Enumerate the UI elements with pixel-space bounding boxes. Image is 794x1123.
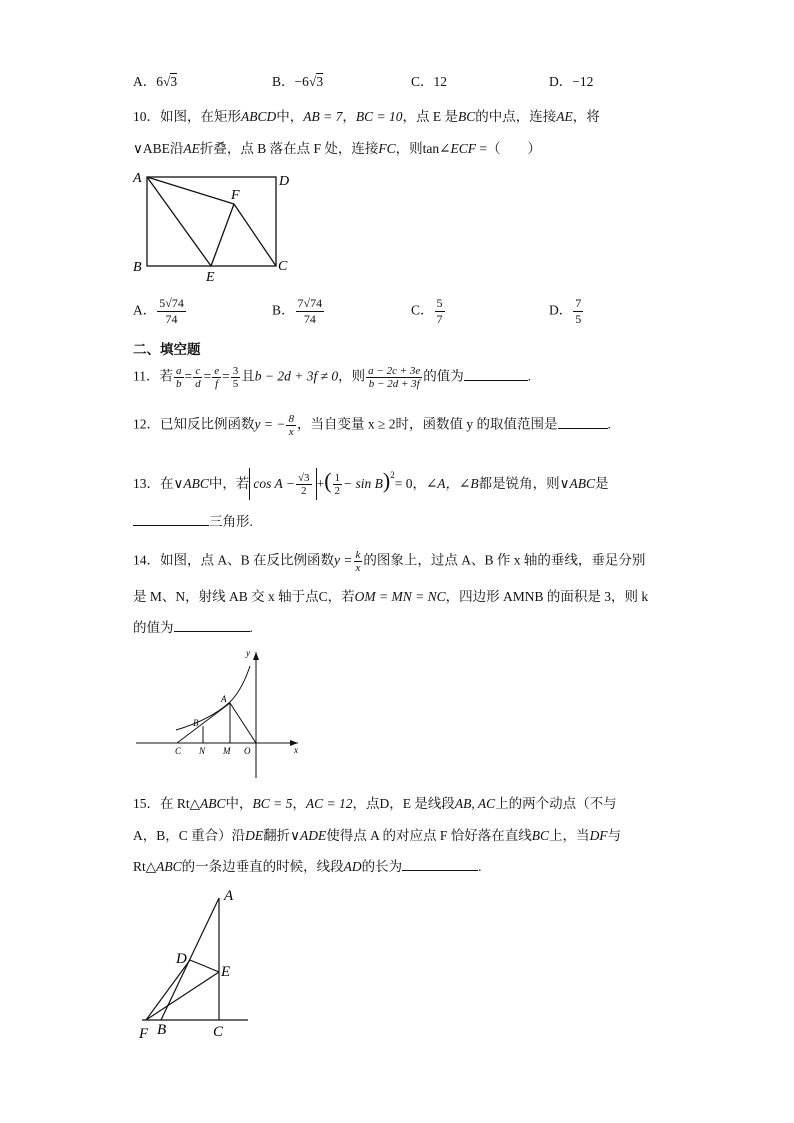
text: 使得点 A 的对应点 F 恰好落在直线: [326, 828, 532, 843]
segment: AD: [343, 859, 362, 874]
denominator: f: [215, 378, 219, 390]
q10-option-c: [411, 296, 446, 327]
option-text: −12: [572, 74, 594, 89]
angles: ∠A，∠B: [425, 476, 479, 491]
text: ，: [292, 796, 306, 811]
numerator: a: [176, 365, 182, 377]
sqrt-icon: √: [308, 74, 317, 89]
text: 13．在∨: [133, 476, 184, 491]
text: =（ ）: [475, 141, 541, 156]
option-letter: C．: [411, 74, 434, 89]
text: ，将: [572, 109, 600, 124]
denominator: 5: [575, 312, 582, 326]
denominator: 5: [232, 378, 239, 390]
segment-ef: [211, 204, 234, 266]
condition: b − 2d + 3f ≠ 0: [254, 368, 339, 384]
q11: [133, 365, 531, 390]
bc-length: BC = 5: [252, 796, 293, 811]
text: 折叠，点 B 落在点 F 处，连接: [199, 141, 379, 156]
text: .: [478, 859, 482, 874]
segment: FC: [378, 141, 396, 156]
denominator: 74: [303, 312, 316, 326]
segment-ae: [147, 177, 211, 266]
q13-line-1: 13．在∨ABC中，若 cos A − $\frac{√3}{2}$ +( $\frac{1}{2}$ − sin B)$^2$= 0，∠A，∠B都是锐角，则∨ABC是: [133, 466, 608, 500]
label-b: B: [193, 718, 199, 728]
segment: DE: [245, 828, 264, 843]
q9-option-b: [272, 73, 323, 91]
label-b: B: [157, 1022, 167, 1038]
denominator: x: [355, 562, 361, 574]
text: 是: [594, 476, 609, 491]
text: 三角形.: [209, 514, 253, 529]
numerator: k: [355, 549, 361, 561]
label-b: B: [133, 260, 142, 275]
answer-blank[interactable]: [133, 513, 209, 526]
text: 是 M、N，射线 AB 交 x 轴于点C，若: [133, 589, 355, 604]
q14-line-1: [133, 549, 645, 574]
ab-length: AB = 7: [303, 109, 343, 124]
option-letter: A．: [133, 302, 157, 318]
segment-de: [190, 960, 219, 972]
segment-ab: [161, 898, 219, 1020]
text: 10．如图，在矩形: [133, 109, 241, 124]
text: 的一条边垂直的时候，线段: [181, 859, 344, 874]
label-a: A: [133, 171, 142, 186]
option-letter: B．: [272, 302, 295, 318]
text: 中，: [225, 796, 253, 811]
text: 的中点，连接: [475, 109, 557, 124]
equals: =: [184, 368, 193, 384]
option-letter: C．: [411, 302, 434, 318]
numerator: 8: [288, 413, 294, 425]
segments: AB, AC: [454, 796, 496, 811]
numerator: 3: [232, 365, 239, 377]
plus: +: [316, 476, 325, 491]
text: 中，: [276, 109, 304, 124]
segment: BC: [531, 828, 550, 843]
denominator: b − 2d + 3f: [368, 378, 420, 390]
coefficient: 6: [156, 74, 163, 89]
q10-option-d: [549, 296, 584, 327]
segment: AE: [183, 141, 200, 156]
hyperbola-curve: [176, 666, 250, 730]
text: 翻折∨: [263, 828, 301, 843]
q15-line-3: [133, 858, 482, 876]
function-lhs: y =: [334, 552, 353, 568]
text: 12．已知反比例函数: [133, 416, 255, 432]
text: ，则tan: [395, 141, 440, 156]
text: ，四边形 AMNB 的面积是 3，则 k: [445, 589, 649, 604]
text: ，当自变量 x ≥ 2时，函数值 y 的取值范围是: [296, 416, 558, 432]
label-c: C: [213, 1024, 224, 1040]
q15-figure: [136, 886, 256, 1044]
q12: [133, 413, 611, 438]
text: ∨ABE沿: [133, 141, 184, 156]
rectangle-abcd: [147, 177, 276, 266]
text: .: [527, 368, 532, 384]
label-x: x: [294, 745, 298, 755]
text: 的值为: [423, 368, 464, 384]
text: 的长为: [361, 859, 403, 874]
exponent: 2: [390, 470, 395, 480]
denominator: 74: [165, 312, 178, 326]
text: = 0，: [394, 476, 426, 491]
text: .: [249, 620, 253, 635]
text: A，B，C 重合）沿: [133, 828, 246, 843]
label-f: F: [231, 188, 240, 203]
sin-term: − sin B: [343, 476, 383, 491]
denominator: d: [195, 378, 201, 390]
q15-line-2: [133, 827, 621, 845]
condition: OM = MN = NC: [354, 589, 446, 604]
answer-blank[interactable]: [464, 368, 528, 381]
option-letter: B．: [272, 74, 295, 89]
label-y: y: [246, 648, 250, 658]
text: 与: [607, 828, 622, 843]
numerator: a − 2c + 3e: [368, 365, 421, 377]
label-a: A: [224, 888, 234, 904]
numerator: c: [195, 365, 201, 377]
option-text: 12: [433, 74, 448, 89]
numerator: 5: [436, 296, 443, 310]
text: 的图象上，过点 A、B 作 x 轴的垂线，垂足分别: [363, 552, 646, 568]
label-n: N: [199, 746, 206, 756]
q15-line-1: [133, 795, 617, 813]
text: 上的两个动点（不与: [495, 796, 617, 811]
sqrt-icon: √: [163, 74, 171, 89]
text: .: [607, 416, 611, 432]
segment: BC: [457, 109, 476, 124]
q10-line-1: [133, 108, 600, 126]
option-letter: D．: [549, 74, 573, 89]
q14-line-3: [133, 619, 253, 637]
denominator: x: [288, 426, 294, 438]
option-letter: A．: [133, 74, 157, 89]
numerator: √3: [298, 472, 310, 485]
text: ，点D，E 是线段: [352, 796, 455, 811]
equals: =: [222, 368, 230, 384]
label-o: O: [244, 746, 251, 756]
angle: ∠ECF: [439, 141, 476, 156]
q14-figure: [130, 646, 310, 781]
numerator: 7: [575, 296, 582, 310]
rect-name: ABCD: [241, 109, 277, 124]
segment-df: [146, 960, 190, 1020]
text: 11．若: [133, 368, 173, 384]
triangle: ABC: [183, 476, 209, 491]
section-heading: 二、填空题: [133, 342, 201, 358]
answer-blank[interactable]: [174, 619, 250, 632]
segment-ao: [230, 703, 256, 743]
label-e: E: [206, 270, 215, 285]
q10-option-a: [133, 296, 187, 327]
option-letter: D．: [549, 302, 573, 318]
text: ，则: [338, 368, 366, 384]
triangle: ADE: [300, 828, 327, 843]
radicand: 3: [170, 74, 178, 89]
text: 都是锐角，则∨: [478, 476, 570, 491]
label-c: C: [278, 259, 288, 274]
answer-blank[interactable]: [558, 416, 608, 429]
label-e: E: [221, 964, 231, 980]
segment-ef: [146, 972, 219, 1020]
q9-option-c: [411, 73, 447, 91]
text: ，点 E 是: [402, 109, 458, 124]
q10-line-2: [133, 140, 541, 158]
segment-fc: [234, 204, 276, 266]
q9-option-d: [549, 73, 593, 91]
bc-length: BC = 10: [355, 109, 403, 124]
text: 上，当: [549, 828, 590, 843]
text: 且: [241, 368, 255, 384]
text: 的值为: [133, 620, 174, 635]
denominator: b: [176, 378, 182, 390]
triangle: ABC: [156, 859, 182, 874]
segment: AE: [556, 109, 573, 124]
label-f: F: [139, 1026, 149, 1042]
numerator: e: [214, 365, 220, 377]
segment-af: [147, 177, 234, 204]
cos-term: cos A −: [253, 476, 296, 491]
text: Rt△: [133, 859, 157, 874]
label-d: D: [176, 951, 187, 967]
numerator: 1: [334, 472, 341, 485]
ac-length: AC = 12: [305, 796, 353, 811]
q9-option-a: [133, 73, 177, 91]
q10-figure: [130, 166, 300, 286]
q14-line-2: [133, 588, 648, 606]
text: 中，若: [208, 476, 250, 491]
label-m: M: [223, 746, 231, 756]
coefficient: −6: [294, 74, 309, 89]
radicand: 3: [316, 74, 324, 89]
equals: =: [203, 368, 212, 384]
triangle: ABC: [569, 476, 595, 491]
triangle: ABC: [200, 796, 226, 811]
text: ，: [342, 109, 356, 124]
text: 15．在 Rt△: [133, 796, 201, 811]
function-lhs: y = −: [254, 416, 286, 432]
answer-blank[interactable]: [402, 858, 478, 871]
label-c: C: [175, 746, 182, 756]
label-a: A: [221, 694, 227, 704]
denominator: 2: [301, 485, 307, 498]
numerator: 5√74: [159, 296, 184, 310]
q13-line-2: [133, 513, 253, 531]
y-axis-arrow-icon: [253, 652, 259, 660]
label-d: D: [279, 174, 290, 189]
segment: DF: [589, 828, 608, 843]
numerator: 7√74: [297, 296, 323, 310]
denominator: 7: [436, 312, 443, 326]
q10-option-b: [272, 296, 325, 327]
denominator: 2: [334, 485, 341, 498]
text: 14．如图，点 A、B 在反比例函数: [133, 552, 335, 568]
